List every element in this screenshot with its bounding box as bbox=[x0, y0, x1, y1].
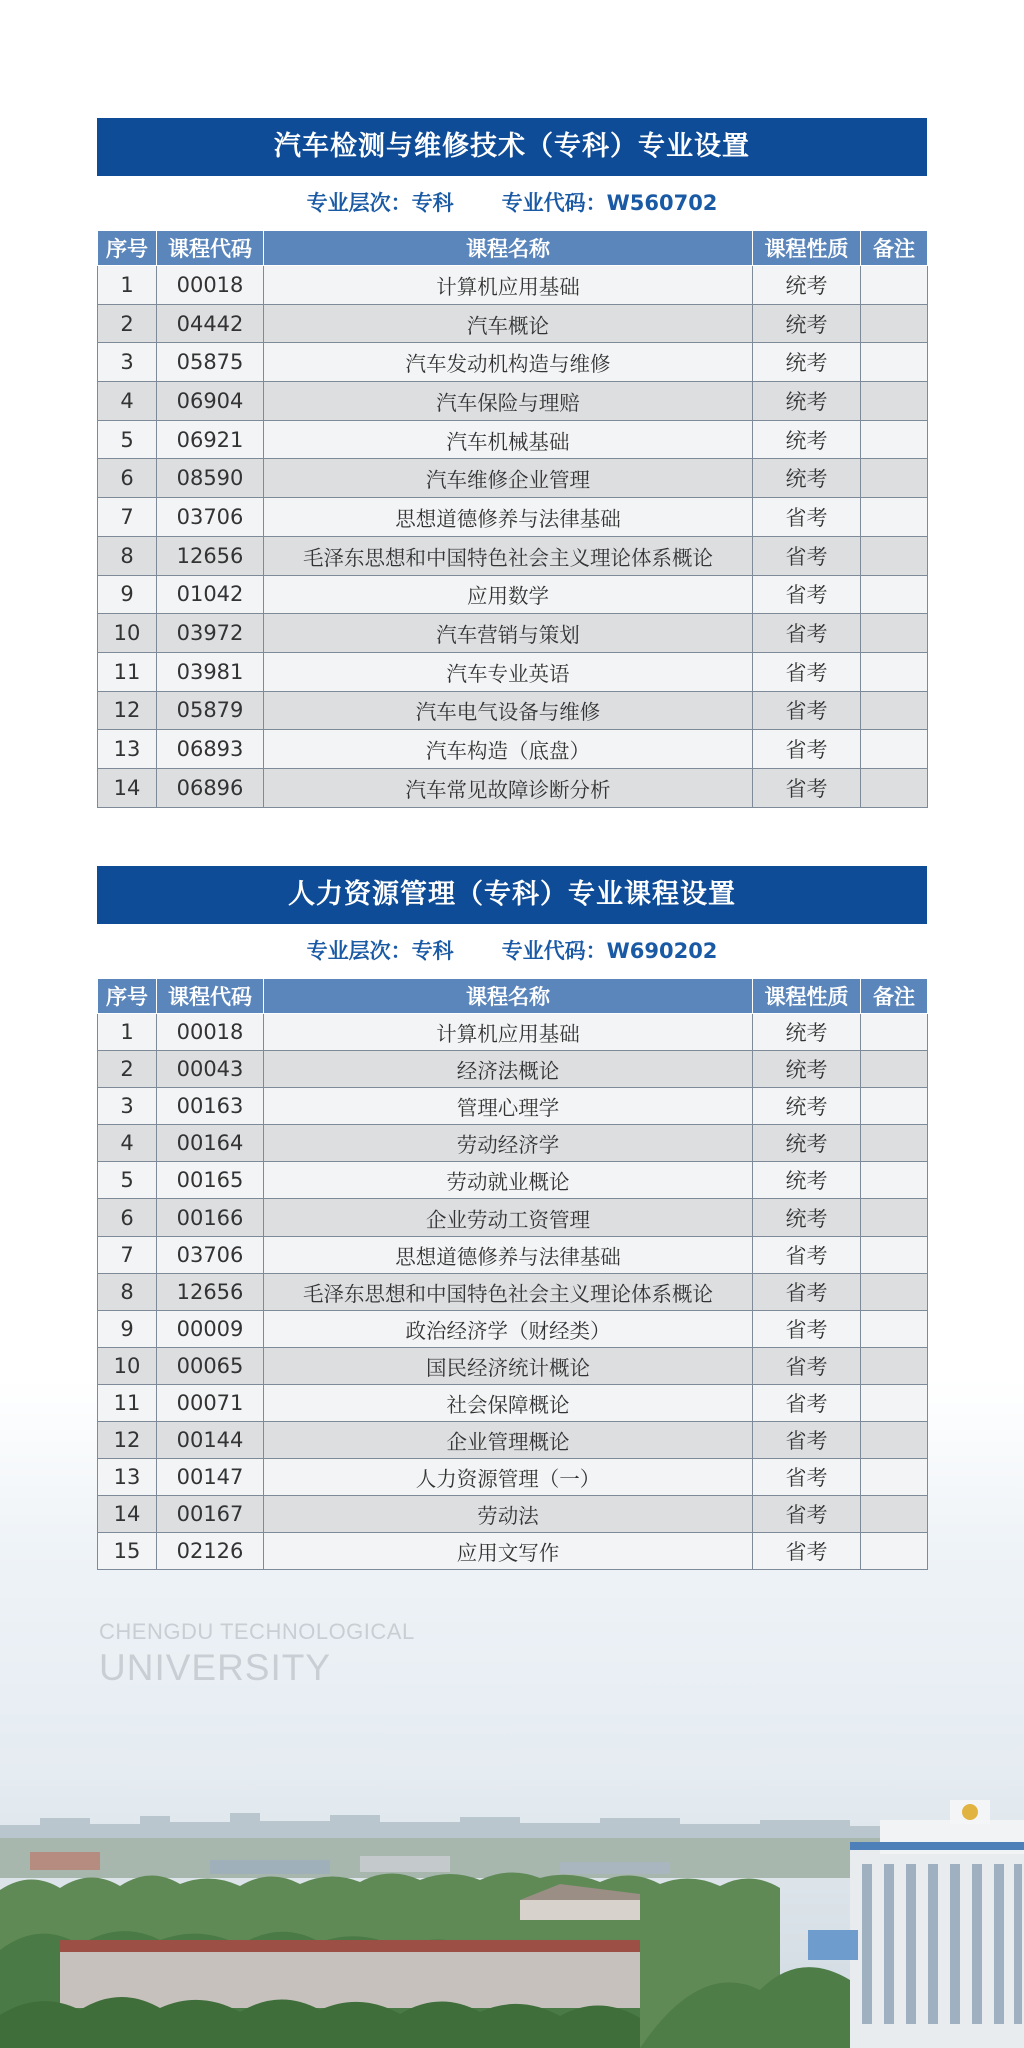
cell-course-name: 汽车电气设备与维修 bbox=[264, 691, 753, 730]
cell-note bbox=[861, 343, 928, 382]
cell-course-type: 统考 bbox=[753, 459, 861, 498]
table-row bbox=[98, 614, 928, 653]
cell-course-name: 计算机应用基础 bbox=[264, 1014, 753, 1051]
cell-course-name: 汽车概论 bbox=[264, 304, 753, 343]
brand-line-2: UNIVERSITY bbox=[99, 1647, 332, 1688]
cell-course-type: 省考 bbox=[753, 768, 861, 807]
cell-note bbox=[861, 1310, 928, 1347]
table-row bbox=[98, 498, 928, 537]
cell-course-code: 05875 bbox=[157, 343, 264, 382]
cell-course-name: 劳动经济学 bbox=[264, 1125, 753, 1162]
cell-course-type: 省考 bbox=[753, 691, 861, 730]
table-row bbox=[98, 691, 928, 730]
cell-note bbox=[861, 1422, 928, 1459]
cell-note bbox=[861, 1199, 928, 1236]
cell-no: 10 bbox=[98, 614, 157, 653]
table-row bbox=[98, 1533, 928, 1570]
table-row bbox=[98, 1088, 928, 1125]
cell-no: 15 bbox=[98, 1533, 157, 1570]
cell-no: 2 bbox=[98, 1051, 157, 1088]
cell-course-code: 00144 bbox=[157, 1422, 264, 1459]
cell-course-name: 思想道德修养与法律基础 bbox=[264, 1236, 753, 1273]
cell-course-code: 03706 bbox=[157, 498, 264, 537]
cell-no: 6 bbox=[98, 459, 157, 498]
cell-course-name: 汽车常见故障诊断分析 bbox=[264, 768, 753, 807]
cell-no: 9 bbox=[98, 1310, 157, 1347]
cell-course-type: 省考 bbox=[753, 498, 861, 537]
table-row bbox=[98, 652, 928, 691]
cell-course-type: 统考 bbox=[753, 304, 861, 343]
cell-course-type: 省考 bbox=[753, 1533, 861, 1570]
cell-no: 4 bbox=[98, 382, 157, 421]
cell-course-code: 00065 bbox=[157, 1347, 264, 1384]
cell-no: 3 bbox=[98, 343, 157, 382]
cell-course-type: 省考 bbox=[753, 1384, 861, 1421]
cell-course-type: 省考 bbox=[753, 1236, 861, 1273]
table-row bbox=[98, 1125, 928, 1162]
cell-no: 12 bbox=[98, 1422, 157, 1459]
table-row bbox=[98, 1496, 928, 1533]
cell-course-name: 劳动法 bbox=[264, 1496, 753, 1533]
major-level: 专业层次：专科 bbox=[306, 191, 454, 215]
cell-no: 8 bbox=[98, 1273, 157, 1310]
cell-course-type: 统考 bbox=[753, 1162, 861, 1199]
cell-course-code: 00009 bbox=[157, 1310, 264, 1347]
cell-no: 10 bbox=[98, 1347, 157, 1384]
table-header-row bbox=[98, 979, 928, 1014]
table-row bbox=[98, 1014, 928, 1051]
cell-note bbox=[861, 1459, 928, 1496]
cell-note bbox=[861, 730, 928, 769]
cell-course-type: 省考 bbox=[753, 614, 861, 653]
cell-course-type: 统考 bbox=[753, 266, 861, 305]
cell-course-type: 统考 bbox=[753, 1199, 861, 1236]
cell-course-code: 00163 bbox=[157, 1088, 264, 1125]
header-note: 备注 bbox=[861, 979, 928, 1014]
table-row bbox=[98, 1273, 928, 1310]
cell-course-type: 统考 bbox=[753, 1088, 861, 1125]
cell-course-name: 劳动就业概论 bbox=[264, 1162, 753, 1199]
cell-no: 5 bbox=[98, 420, 157, 459]
table-row bbox=[98, 343, 928, 382]
cell-note bbox=[861, 1014, 928, 1051]
cell-no: 9 bbox=[98, 575, 157, 614]
cell-note bbox=[861, 1088, 928, 1125]
cell-course-code: 06904 bbox=[157, 382, 264, 421]
cell-note bbox=[861, 1347, 928, 1384]
cell-course-name: 管理心理学 bbox=[264, 1088, 753, 1125]
cell-course-type: 省考 bbox=[753, 1273, 861, 1310]
header-type: 课程性质 bbox=[753, 231, 861, 266]
cell-note bbox=[861, 1125, 928, 1162]
cell-course-code: 06921 bbox=[157, 420, 264, 459]
cell-note bbox=[861, 1236, 928, 1273]
cell-course-name: 国民经济统计概论 bbox=[264, 1347, 753, 1384]
cell-course-code: 00164 bbox=[157, 1125, 264, 1162]
cell-no: 2 bbox=[98, 304, 157, 343]
cell-course-name: 企业劳动工资管理 bbox=[264, 1199, 753, 1236]
cell-course-type: 省考 bbox=[753, 730, 861, 769]
table-row bbox=[98, 575, 928, 614]
cell-no: 1 bbox=[98, 1014, 157, 1051]
cell-no: 5 bbox=[98, 1162, 157, 1199]
cell-course-name: 汽车营销与策划 bbox=[264, 614, 753, 653]
cell-course-type: 统考 bbox=[753, 1125, 861, 1162]
cell-course-name: 经济法概论 bbox=[264, 1051, 753, 1088]
cell-course-type: 统考 bbox=[753, 1014, 861, 1051]
cell-note bbox=[861, 266, 928, 305]
brand-line-1: CHENGDU TECHNOLOGICAL bbox=[99, 1619, 415, 1644]
cell-note bbox=[861, 652, 928, 691]
section-automotive bbox=[97, 118, 927, 808]
cell-no: 13 bbox=[98, 730, 157, 769]
header-no: 序号 bbox=[98, 979, 157, 1014]
table-row bbox=[98, 266, 928, 305]
cell-note bbox=[861, 1384, 928, 1421]
cell-no: 11 bbox=[98, 1384, 157, 1421]
cell-course-name: 毛泽东思想和中国特色社会主义理论体系概论 bbox=[264, 1273, 753, 1310]
table-body bbox=[98, 1014, 928, 1570]
cell-course-code: 00018 bbox=[157, 1014, 264, 1051]
cell-note bbox=[861, 536, 928, 575]
cell-course-type: 省考 bbox=[753, 1310, 861, 1347]
table-row bbox=[98, 768, 928, 807]
header-type: 课程性质 bbox=[753, 979, 861, 1014]
cell-note bbox=[861, 498, 928, 537]
cell-course-code: 03706 bbox=[157, 1236, 264, 1273]
section-hr-management bbox=[97, 866, 927, 1570]
cell-note bbox=[861, 768, 928, 807]
table-body bbox=[98, 266, 928, 808]
cell-course-code: 01042 bbox=[157, 575, 264, 614]
table-row bbox=[98, 536, 928, 575]
cell-course-type: 省考 bbox=[753, 536, 861, 575]
table-row bbox=[98, 420, 928, 459]
cell-course-name: 政治经济学（财经类） bbox=[264, 1310, 753, 1347]
campus-aerial-image bbox=[0, 1780, 1024, 2048]
cell-course-type: 统考 bbox=[753, 420, 861, 459]
cell-course-code: 12656 bbox=[157, 536, 264, 575]
table-row bbox=[98, 1422, 928, 1459]
cell-course-name: 企业管理概论 bbox=[264, 1422, 753, 1459]
major-code: 专业代码：W560702 bbox=[501, 191, 718, 215]
course-table bbox=[97, 230, 928, 808]
cell-course-name: 汽车保险与理赔 bbox=[264, 382, 753, 421]
cell-course-name: 人力资源管理（一） bbox=[264, 1459, 753, 1496]
cell-course-name: 汽车机械基础 bbox=[264, 420, 753, 459]
table-row bbox=[98, 304, 928, 343]
cell-course-code: 02126 bbox=[157, 1533, 264, 1570]
university-logotype bbox=[99, 1618, 415, 1690]
cell-no: 8 bbox=[98, 536, 157, 575]
cell-course-type: 统考 bbox=[753, 382, 861, 421]
cell-note bbox=[861, 420, 928, 459]
major-code: 专业代码：W690202 bbox=[501, 939, 718, 963]
cell-no: 4 bbox=[98, 1125, 157, 1162]
cell-note bbox=[861, 691, 928, 730]
cell-course-name: 汽车专业英语 bbox=[264, 652, 753, 691]
header-code: 课程代码 bbox=[157, 979, 264, 1014]
cell-no: 3 bbox=[98, 1088, 157, 1125]
table-row bbox=[98, 1310, 928, 1347]
cell-course-type: 省考 bbox=[753, 575, 861, 614]
section-title: 人力资源管理（专科）专业课程设置 bbox=[97, 866, 927, 924]
cell-no: 14 bbox=[98, 768, 157, 807]
cell-course-code: 12656 bbox=[157, 1273, 264, 1310]
cell-note bbox=[861, 1533, 928, 1570]
section-title: 汽车检测与维修技术（专科）专业设置 bbox=[97, 118, 927, 176]
cell-course-type: 统考 bbox=[753, 1051, 861, 1088]
cell-note bbox=[861, 614, 928, 653]
cell-no: 12 bbox=[98, 691, 157, 730]
cell-course-name: 社会保障概论 bbox=[264, 1384, 753, 1421]
table-row bbox=[98, 1384, 928, 1421]
cell-course-code: 00165 bbox=[157, 1162, 264, 1199]
cell-note bbox=[861, 382, 928, 421]
cell-no: 11 bbox=[98, 652, 157, 691]
cell-course-code: 00018 bbox=[157, 266, 264, 305]
cell-note bbox=[861, 304, 928, 343]
table-row bbox=[98, 1236, 928, 1273]
table-row bbox=[98, 730, 928, 769]
table-row bbox=[98, 1347, 928, 1384]
cell-no: 6 bbox=[98, 1199, 157, 1236]
cell-course-code: 00167 bbox=[157, 1496, 264, 1533]
cell-note bbox=[861, 459, 928, 498]
cell-course-name: 汽车发动机构造与维修 bbox=[264, 343, 753, 382]
cell-course-name: 汽车构造（底盘） bbox=[264, 730, 753, 769]
cell-note bbox=[861, 575, 928, 614]
cell-no: 7 bbox=[98, 1236, 157, 1273]
table-row bbox=[98, 1162, 928, 1199]
cell-note bbox=[861, 1162, 928, 1199]
cell-no: 14 bbox=[98, 1496, 157, 1533]
table-row bbox=[98, 1199, 928, 1236]
cell-course-code: 06893 bbox=[157, 730, 264, 769]
table-row bbox=[98, 382, 928, 421]
table-row bbox=[98, 1459, 928, 1496]
cell-course-name: 应用文写作 bbox=[264, 1533, 753, 1570]
cell-no: 7 bbox=[98, 498, 157, 537]
table-row bbox=[98, 459, 928, 498]
cell-course-code: 03981 bbox=[157, 652, 264, 691]
cell-course-code: 05879 bbox=[157, 691, 264, 730]
header-name: 课程名称 bbox=[264, 231, 753, 266]
cell-course-type: 省考 bbox=[753, 1459, 861, 1496]
cell-course-name: 毛泽东思想和中国特色社会主义理论体系概论 bbox=[264, 536, 753, 575]
cell-no: 1 bbox=[98, 266, 157, 305]
cell-note bbox=[861, 1273, 928, 1310]
cell-course-type: 统考 bbox=[753, 343, 861, 382]
table-row bbox=[98, 1051, 928, 1088]
cell-course-name: 计算机应用基础 bbox=[264, 266, 753, 305]
cell-course-code: 03972 bbox=[157, 614, 264, 653]
header-code: 课程代码 bbox=[157, 231, 264, 266]
header-note: 备注 bbox=[861, 231, 928, 266]
cell-course-name: 应用数学 bbox=[264, 575, 753, 614]
cell-course-code: 00071 bbox=[157, 1384, 264, 1421]
header-name: 课程名称 bbox=[264, 979, 753, 1014]
cell-course-type: 省考 bbox=[753, 1422, 861, 1459]
cell-no: 13 bbox=[98, 1459, 157, 1496]
section-meta bbox=[97, 924, 927, 978]
cell-course-code: 00147 bbox=[157, 1459, 264, 1496]
cell-course-name: 思想道德修养与法律基础 bbox=[264, 498, 753, 537]
table-header-row bbox=[98, 231, 928, 266]
cell-note bbox=[861, 1051, 928, 1088]
cell-note bbox=[861, 1496, 928, 1533]
cell-course-type: 省考 bbox=[753, 652, 861, 691]
header-no: 序号 bbox=[98, 231, 157, 266]
section-meta bbox=[97, 176, 927, 230]
cell-course-name: 汽车维修企业管理 bbox=[264, 459, 753, 498]
course-table bbox=[97, 978, 928, 1570]
cell-course-type: 省考 bbox=[753, 1347, 861, 1384]
cell-course-code: 06896 bbox=[157, 768, 264, 807]
major-level: 专业层次：专科 bbox=[306, 939, 454, 963]
cell-course-type: 省考 bbox=[753, 1496, 861, 1533]
cell-course-code: 00043 bbox=[157, 1051, 264, 1088]
cell-course-code: 04442 bbox=[157, 304, 264, 343]
cell-course-code: 08590 bbox=[157, 459, 264, 498]
cell-course-code: 00166 bbox=[157, 1199, 264, 1236]
